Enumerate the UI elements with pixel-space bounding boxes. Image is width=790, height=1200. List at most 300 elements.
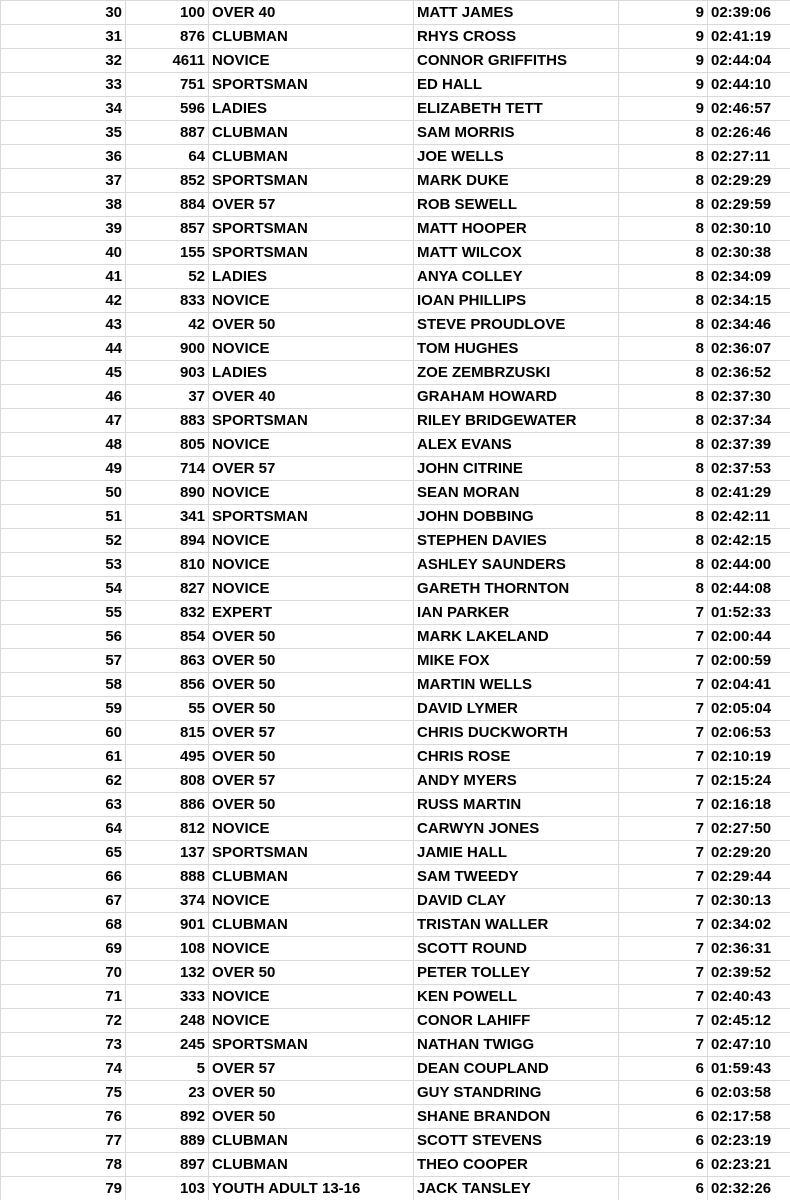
laps-cell: 8 bbox=[619, 265, 708, 289]
category-cell: OVER 57 bbox=[209, 721, 414, 745]
category-cell: OVER 50 bbox=[209, 313, 414, 337]
time-cell: 02:29:29 bbox=[708, 169, 790, 193]
position-cell: 77 bbox=[1, 1129, 126, 1153]
category-cell: SPORTSMAN bbox=[209, 169, 414, 193]
table-row bbox=[1, 1153, 790, 1177]
laps-cell: 9 bbox=[619, 73, 708, 97]
position-cell: 55 bbox=[1, 601, 126, 625]
time-cell: 02:34:02 bbox=[708, 913, 790, 937]
time-cell: 02:37:39 bbox=[708, 433, 790, 457]
position-cell: 54 bbox=[1, 577, 126, 601]
category-cell: SPORTSMAN bbox=[209, 841, 414, 865]
table-row bbox=[1, 913, 790, 937]
laps-cell: 7 bbox=[619, 1009, 708, 1033]
race-number-cell: 714 bbox=[126, 457, 209, 481]
table-row bbox=[1, 193, 790, 217]
laps-cell: 7 bbox=[619, 913, 708, 937]
time-cell: 02:05:04 bbox=[708, 697, 790, 721]
rider-name-cell: SEAN MORAN bbox=[414, 481, 619, 505]
category-cell: CLUBMAN bbox=[209, 1153, 414, 1177]
rider-name-cell: IOAN PHILLIPS bbox=[414, 289, 619, 313]
laps-cell: 6 bbox=[619, 1057, 708, 1081]
table-row bbox=[1, 769, 790, 793]
position-cell: 47 bbox=[1, 409, 126, 433]
rider-name-cell: ANYA COLLEY bbox=[414, 265, 619, 289]
race-number-cell: 374 bbox=[126, 889, 209, 913]
rider-name-cell: ASHLEY SAUNDERS bbox=[414, 553, 619, 577]
category-cell: SPORTSMAN bbox=[209, 409, 414, 433]
laps-cell: 7 bbox=[619, 769, 708, 793]
race-number-cell: 900 bbox=[126, 337, 209, 361]
table-row bbox=[1, 337, 790, 361]
category-cell: NOVICE bbox=[209, 985, 414, 1009]
category-cell: LADIES bbox=[209, 361, 414, 385]
race-number-cell: 751 bbox=[126, 73, 209, 97]
laps-cell: 8 bbox=[619, 577, 708, 601]
position-cell: 40 bbox=[1, 241, 126, 265]
position-cell: 50 bbox=[1, 481, 126, 505]
rider-name-cell: ROB SEWELL bbox=[414, 193, 619, 217]
time-cell: 02:44:04 bbox=[708, 49, 790, 73]
race-number-cell: 897 bbox=[126, 1153, 209, 1177]
table-row bbox=[1, 1057, 790, 1081]
category-cell: NOVICE bbox=[209, 289, 414, 313]
category-cell: NOVICE bbox=[209, 889, 414, 913]
rider-name-cell: ALEX EVANS bbox=[414, 433, 619, 457]
rider-name-cell: MARK LAKELAND bbox=[414, 625, 619, 649]
time-cell: 02:37:53 bbox=[708, 457, 790, 481]
category-cell: NOVICE bbox=[209, 1009, 414, 1033]
rider-name-cell: MARTIN WELLS bbox=[414, 673, 619, 697]
laps-cell: 8 bbox=[619, 361, 708, 385]
laps-cell: 7 bbox=[619, 673, 708, 697]
race-number-cell: 341 bbox=[126, 505, 209, 529]
time-cell: 02:10:19 bbox=[708, 745, 790, 769]
race-number-cell: 901 bbox=[126, 913, 209, 937]
time-cell: 02:32:26 bbox=[708, 1177, 790, 1200]
laps-cell: 8 bbox=[619, 217, 708, 241]
category-cell: NOVICE bbox=[209, 433, 414, 457]
time-cell: 02:23:19 bbox=[708, 1129, 790, 1153]
rider-name-cell: RUSS MARTIN bbox=[414, 793, 619, 817]
table-row bbox=[1, 1177, 790, 1200]
laps-cell: 6 bbox=[619, 1177, 708, 1200]
rider-name-cell: GUY STANDRING bbox=[414, 1081, 619, 1105]
rider-name-cell: GRAHAM HOWARD bbox=[414, 385, 619, 409]
category-cell: SPORTSMAN bbox=[209, 1033, 414, 1057]
rider-name-cell: TOM HUGHES bbox=[414, 337, 619, 361]
position-cell: 65 bbox=[1, 841, 126, 865]
category-cell: OVER 50 bbox=[209, 649, 414, 673]
table-row bbox=[1, 1033, 790, 1057]
time-cell: 02:37:34 bbox=[708, 409, 790, 433]
category-cell: SPORTSMAN bbox=[209, 505, 414, 529]
rider-name-cell: PETER TOLLEY bbox=[414, 961, 619, 985]
time-cell: 02:34:46 bbox=[708, 313, 790, 337]
rider-name-cell: DEAN COUPLAND bbox=[414, 1057, 619, 1081]
category-cell: OVER 57 bbox=[209, 1057, 414, 1081]
table-row bbox=[1, 937, 790, 961]
laps-cell: 8 bbox=[619, 505, 708, 529]
laps-cell: 8 bbox=[619, 241, 708, 265]
table-row bbox=[1, 865, 790, 889]
race-number-cell: 883 bbox=[126, 409, 209, 433]
position-cell: 78 bbox=[1, 1153, 126, 1177]
race-number-cell: 854 bbox=[126, 625, 209, 649]
table-row bbox=[1, 529, 790, 553]
laps-cell: 7 bbox=[619, 745, 708, 769]
race-number-cell: 333 bbox=[126, 985, 209, 1009]
race-number-cell: 23 bbox=[126, 1081, 209, 1105]
rider-name-cell: MIKE FOX bbox=[414, 649, 619, 673]
table-row bbox=[1, 577, 790, 601]
rider-name-cell: SHANE BRANDON bbox=[414, 1105, 619, 1129]
category-cell: YOUTH ADULT 13-16 bbox=[209, 1177, 414, 1200]
race-number-cell: 884 bbox=[126, 193, 209, 217]
time-cell: 02:00:59 bbox=[708, 649, 790, 673]
laps-cell: 7 bbox=[619, 649, 708, 673]
position-cell: 64 bbox=[1, 817, 126, 841]
time-cell: 02:40:43 bbox=[708, 985, 790, 1009]
category-cell: LADIES bbox=[209, 97, 414, 121]
position-cell: 41 bbox=[1, 265, 126, 289]
category-cell: NOVICE bbox=[209, 529, 414, 553]
race-number-cell: 832 bbox=[126, 601, 209, 625]
position-cell: 70 bbox=[1, 961, 126, 985]
position-cell: 34 bbox=[1, 97, 126, 121]
table-row bbox=[1, 697, 790, 721]
time-cell: 02:36:07 bbox=[708, 337, 790, 361]
rider-name-cell: ANDY MYERS bbox=[414, 769, 619, 793]
race-number-cell: 42 bbox=[126, 313, 209, 337]
rider-name-cell: DAVID LYMER bbox=[414, 697, 619, 721]
position-cell: 42 bbox=[1, 289, 126, 313]
position-cell: 68 bbox=[1, 913, 126, 937]
table-row bbox=[1, 673, 790, 697]
position-cell: 66 bbox=[1, 865, 126, 889]
race-number-cell: 4611 bbox=[126, 49, 209, 73]
time-cell: 02:16:18 bbox=[708, 793, 790, 817]
position-cell: 73 bbox=[1, 1033, 126, 1057]
rider-name-cell: ZOE ZEMBRZUSKI bbox=[414, 361, 619, 385]
table-row bbox=[1, 889, 790, 913]
position-cell: 62 bbox=[1, 769, 126, 793]
time-cell: 02:46:57 bbox=[708, 97, 790, 121]
race-number-cell: 108 bbox=[126, 937, 209, 961]
laps-cell: 7 bbox=[619, 697, 708, 721]
table-row bbox=[1, 985, 790, 1009]
time-cell: 02:44:00 bbox=[708, 553, 790, 577]
laps-cell: 8 bbox=[619, 529, 708, 553]
category-cell: OVER 40 bbox=[209, 385, 414, 409]
table-row bbox=[1, 457, 790, 481]
results-table-body bbox=[1, 1, 790, 1200]
category-cell: NOVICE bbox=[209, 577, 414, 601]
laps-cell: 6 bbox=[619, 1129, 708, 1153]
table-row bbox=[1, 649, 790, 673]
race-number-cell: 892 bbox=[126, 1105, 209, 1129]
time-cell: 02:37:30 bbox=[708, 385, 790, 409]
time-cell: 02:29:20 bbox=[708, 841, 790, 865]
category-cell: OVER 50 bbox=[209, 697, 414, 721]
laps-cell: 8 bbox=[619, 457, 708, 481]
category-cell: OVER 50 bbox=[209, 745, 414, 769]
time-cell: 02:17:58 bbox=[708, 1105, 790, 1129]
category-cell: SPORTSMAN bbox=[209, 73, 414, 97]
rider-name-cell: MATT JAMES bbox=[414, 1, 619, 25]
position-cell: 56 bbox=[1, 625, 126, 649]
rider-name-cell: STEVE PROUDLOVE bbox=[414, 313, 619, 337]
time-cell: 02:29:44 bbox=[708, 865, 790, 889]
time-cell: 02:30:38 bbox=[708, 241, 790, 265]
table-row bbox=[1, 961, 790, 985]
table-row bbox=[1, 361, 790, 385]
race-number-cell: 805 bbox=[126, 433, 209, 457]
table-row bbox=[1, 217, 790, 241]
rider-name-cell: CHRIS DUCKWORTH bbox=[414, 721, 619, 745]
race-number-cell: 888 bbox=[126, 865, 209, 889]
table-row bbox=[1, 481, 790, 505]
table-row bbox=[1, 145, 790, 169]
table-row bbox=[1, 49, 790, 73]
laps-cell: 8 bbox=[619, 481, 708, 505]
laps-cell: 8 bbox=[619, 409, 708, 433]
category-cell: NOVICE bbox=[209, 49, 414, 73]
position-cell: 61 bbox=[1, 745, 126, 769]
race-number-cell: 100 bbox=[126, 1, 209, 25]
position-cell: 57 bbox=[1, 649, 126, 673]
laps-cell: 8 bbox=[619, 169, 708, 193]
category-cell: NOVICE bbox=[209, 937, 414, 961]
position-cell: 49 bbox=[1, 457, 126, 481]
category-cell: CLUBMAN bbox=[209, 913, 414, 937]
laps-cell: 8 bbox=[619, 337, 708, 361]
table-row bbox=[1, 817, 790, 841]
time-cell: 02:36:31 bbox=[708, 937, 790, 961]
laps-cell: 8 bbox=[619, 289, 708, 313]
race-number-cell: 894 bbox=[126, 529, 209, 553]
category-cell: NOVICE bbox=[209, 817, 414, 841]
race-number-cell: 903 bbox=[126, 361, 209, 385]
category-cell: OVER 40 bbox=[209, 1, 414, 25]
table-row bbox=[1, 241, 790, 265]
time-cell: 02:42:11 bbox=[708, 505, 790, 529]
position-cell: 30 bbox=[1, 1, 126, 25]
time-cell: 02:03:58 bbox=[708, 1081, 790, 1105]
category-cell: NOVICE bbox=[209, 553, 414, 577]
race-number-cell: 815 bbox=[126, 721, 209, 745]
rider-name-cell: TRISTAN WALLER bbox=[414, 913, 619, 937]
laps-cell: 7 bbox=[619, 601, 708, 625]
time-cell: 02:45:12 bbox=[708, 1009, 790, 1033]
time-cell: 02:34:15 bbox=[708, 289, 790, 313]
laps-cell: 7 bbox=[619, 985, 708, 1009]
table-row bbox=[1, 793, 790, 817]
category-cell: NOVICE bbox=[209, 337, 414, 361]
table-row bbox=[1, 721, 790, 745]
table-row bbox=[1, 169, 790, 193]
category-cell: SPORTSMAN bbox=[209, 217, 414, 241]
laps-cell: 7 bbox=[619, 841, 708, 865]
race-number-cell: 887 bbox=[126, 121, 209, 145]
race-number-cell: 812 bbox=[126, 817, 209, 841]
position-cell: 46 bbox=[1, 385, 126, 409]
rider-name-cell: SAM MORRIS bbox=[414, 121, 619, 145]
race-number-cell: 155 bbox=[126, 241, 209, 265]
category-cell: CLUBMAN bbox=[209, 121, 414, 145]
time-cell: 02:29:59 bbox=[708, 193, 790, 217]
table-row bbox=[1, 625, 790, 649]
laps-cell: 8 bbox=[619, 385, 708, 409]
position-cell: 37 bbox=[1, 169, 126, 193]
rider-name-cell: CHRIS ROSE bbox=[414, 745, 619, 769]
race-number-cell: 863 bbox=[126, 649, 209, 673]
table-row bbox=[1, 553, 790, 577]
laps-cell: 7 bbox=[619, 793, 708, 817]
laps-cell: 7 bbox=[619, 889, 708, 913]
position-cell: 59 bbox=[1, 697, 126, 721]
category-cell: EXPERT bbox=[209, 601, 414, 625]
category-cell: CLUBMAN bbox=[209, 25, 414, 49]
position-cell: 71 bbox=[1, 985, 126, 1009]
table-row bbox=[1, 1081, 790, 1105]
rider-name-cell: DAVID CLAY bbox=[414, 889, 619, 913]
rider-name-cell: JAMIE HALL bbox=[414, 841, 619, 865]
position-cell: 52 bbox=[1, 529, 126, 553]
time-cell: 02:36:52 bbox=[708, 361, 790, 385]
rider-name-cell: MARK DUKE bbox=[414, 169, 619, 193]
race-number-cell: 64 bbox=[126, 145, 209, 169]
laps-cell: 7 bbox=[619, 625, 708, 649]
category-cell: OVER 57 bbox=[209, 193, 414, 217]
category-cell: CLUBMAN bbox=[209, 1129, 414, 1153]
table-row bbox=[1, 601, 790, 625]
time-cell: 02:41:19 bbox=[708, 25, 790, 49]
rider-name-cell: CONOR LAHIFF bbox=[414, 1009, 619, 1033]
race-number-cell: 103 bbox=[126, 1177, 209, 1200]
race-number-cell: 856 bbox=[126, 673, 209, 697]
race-number-cell: 245 bbox=[126, 1033, 209, 1057]
table-row bbox=[1, 1129, 790, 1153]
position-cell: 36 bbox=[1, 145, 126, 169]
race-number-cell: 596 bbox=[126, 97, 209, 121]
position-cell: 35 bbox=[1, 121, 126, 145]
race-number-cell: 889 bbox=[126, 1129, 209, 1153]
race-number-cell: 52 bbox=[126, 265, 209, 289]
table-row bbox=[1, 289, 790, 313]
time-cell: 02:27:11 bbox=[708, 145, 790, 169]
category-cell: CLUBMAN bbox=[209, 865, 414, 889]
position-cell: 51 bbox=[1, 505, 126, 529]
position-cell: 33 bbox=[1, 73, 126, 97]
position-cell: 75 bbox=[1, 1081, 126, 1105]
position-cell: 60 bbox=[1, 721, 126, 745]
category-cell: OVER 57 bbox=[209, 769, 414, 793]
time-cell: 02:44:10 bbox=[708, 73, 790, 97]
rider-name-cell: STEPHEN DAVIES bbox=[414, 529, 619, 553]
table-row bbox=[1, 313, 790, 337]
rider-name-cell: JACK TANSLEY bbox=[414, 1177, 619, 1200]
laps-cell: 9 bbox=[619, 97, 708, 121]
table-row bbox=[1, 1009, 790, 1033]
table-row bbox=[1, 265, 790, 289]
rider-name-cell: IAN PARKER bbox=[414, 601, 619, 625]
rider-name-cell: SAM TWEEDY bbox=[414, 865, 619, 889]
laps-cell: 9 bbox=[619, 25, 708, 49]
laps-cell: 9 bbox=[619, 1, 708, 25]
time-cell: 02:26:46 bbox=[708, 121, 790, 145]
time-cell: 02:41:29 bbox=[708, 481, 790, 505]
category-cell: OVER 50 bbox=[209, 673, 414, 697]
race-number-cell: 248 bbox=[126, 1009, 209, 1033]
laps-cell: 8 bbox=[619, 313, 708, 337]
time-cell: 02:42:15 bbox=[708, 529, 790, 553]
position-cell: 63 bbox=[1, 793, 126, 817]
time-cell: 02:30:13 bbox=[708, 889, 790, 913]
table-row bbox=[1, 97, 790, 121]
table-row bbox=[1, 25, 790, 49]
rider-name-cell: JOE WELLS bbox=[414, 145, 619, 169]
rider-name-cell: JOHN CITRINE bbox=[414, 457, 619, 481]
time-cell: 02:34:09 bbox=[708, 265, 790, 289]
position-cell: 79 bbox=[1, 1177, 126, 1200]
table-row bbox=[1, 745, 790, 769]
table-row bbox=[1, 409, 790, 433]
laps-cell: 8 bbox=[619, 553, 708, 577]
time-cell: 02:06:53 bbox=[708, 721, 790, 745]
laps-cell: 8 bbox=[619, 433, 708, 457]
rider-name-cell: ED HALL bbox=[414, 73, 619, 97]
position-cell: 32 bbox=[1, 49, 126, 73]
position-cell: 43 bbox=[1, 313, 126, 337]
time-cell: 02:15:24 bbox=[708, 769, 790, 793]
category-cell: OVER 50 bbox=[209, 1081, 414, 1105]
laps-cell: 6 bbox=[619, 1105, 708, 1129]
laps-cell: 6 bbox=[619, 1081, 708, 1105]
rider-name-cell: RILEY BRIDGEWATER bbox=[414, 409, 619, 433]
race-number-cell: 876 bbox=[126, 25, 209, 49]
race-number-cell: 37 bbox=[126, 385, 209, 409]
time-cell: 02:04:41 bbox=[708, 673, 790, 697]
laps-cell: 7 bbox=[619, 937, 708, 961]
rider-name-cell: RHYS CROSS bbox=[414, 25, 619, 49]
category-cell: OVER 57 bbox=[209, 457, 414, 481]
laps-cell: 7 bbox=[619, 817, 708, 841]
race-number-cell: 886 bbox=[126, 793, 209, 817]
position-cell: 48 bbox=[1, 433, 126, 457]
time-cell: 02:00:44 bbox=[708, 625, 790, 649]
laps-cell: 7 bbox=[619, 865, 708, 889]
race-number-cell: 833 bbox=[126, 289, 209, 313]
position-cell: 69 bbox=[1, 937, 126, 961]
time-cell: 02:30:10 bbox=[708, 217, 790, 241]
category-cell: LADIES bbox=[209, 265, 414, 289]
race-number-cell: 132 bbox=[126, 961, 209, 985]
position-cell: 72 bbox=[1, 1009, 126, 1033]
rider-name-cell: CONNOR GRIFFITHS bbox=[414, 49, 619, 73]
time-cell: 02:23:21 bbox=[708, 1153, 790, 1177]
race-number-cell: 890 bbox=[126, 481, 209, 505]
laps-cell: 7 bbox=[619, 961, 708, 985]
rider-name-cell: MATT WILCOX bbox=[414, 241, 619, 265]
table-row bbox=[1, 841, 790, 865]
category-cell: OVER 50 bbox=[209, 793, 414, 817]
rider-name-cell: ELIZABETH TETT bbox=[414, 97, 619, 121]
time-cell: 02:27:50 bbox=[708, 817, 790, 841]
rider-name-cell: THEO COOPER bbox=[414, 1153, 619, 1177]
rider-name-cell: JOHN DOBBING bbox=[414, 505, 619, 529]
race-number-cell: 827 bbox=[126, 577, 209, 601]
